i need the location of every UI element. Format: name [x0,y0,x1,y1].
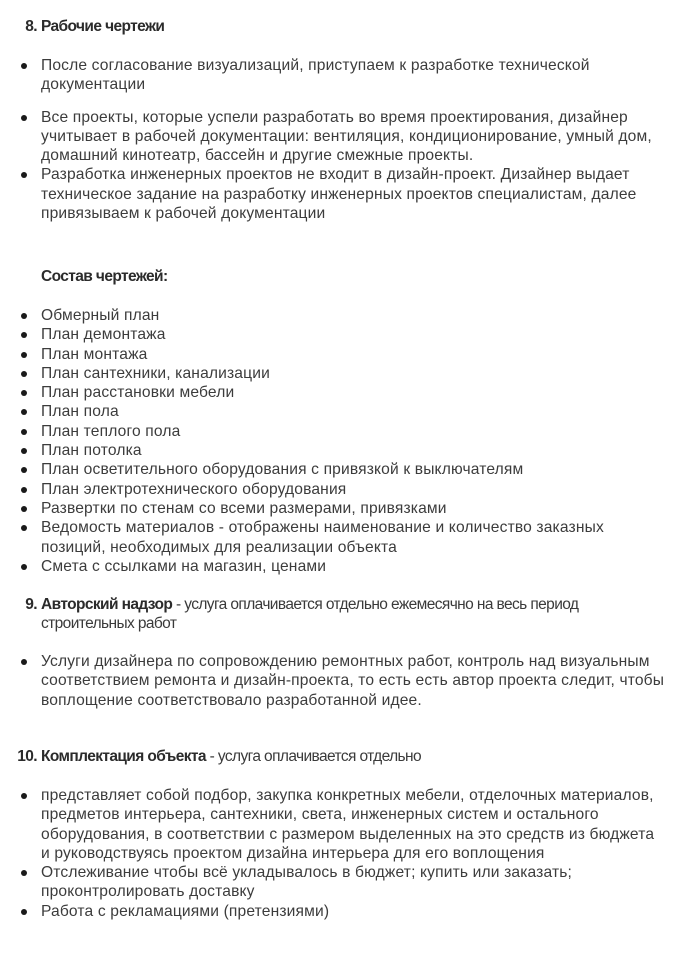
list-item: План потолка [0,441,680,460]
list-item: План сантехники, канализации [0,364,680,383]
section-10-list [0,786,680,921]
section-9-list [0,652,680,710]
list-item: План электротехнического оборудования [0,480,680,499]
section-10-number: 10. [17,748,37,765]
section-8-title: Рабочие чертежи [41,18,165,35]
list-item: Разработка инженерных проектов не входит в дизайн-проект. Дизайнер выдает техническое задание на разработку инженерных проектов специалистам, далее привязываем к рабочей документации [0,165,680,223]
section-9-title: Авторский надзор [41,596,173,613]
list-item: Отслеживание чтобы всё укладывалось в бюджет; купить или заказать; проконтролировать доставку [0,863,680,902]
list-item: План теплого пола [0,422,680,441]
section-9-number: 9. [25,596,37,613]
drawings-list [0,306,680,576]
list-item: План монтажа [0,345,680,364]
section-9-subtitle: - услуга оплачивается отдельно ежемесячно на весь период строительных работ [41,596,579,632]
list-item: Обмерный план [0,306,680,325]
drawings-subheading: Состав чертежей: [41,268,168,285]
list-item: План демонтажа [0,325,680,344]
list-item: После согласование визуализаций, приступаем к разработке технической документации [0,56,680,95]
section-10-title: Комплектация объекта [41,748,206,765]
list-item: План расстановки мебели [0,383,680,402]
section-8-number: 8. [25,18,37,35]
list-item: Смета с ссылками на магазин, ценами [0,557,680,576]
list-item: План пола [0,402,680,421]
section-8-intro-list [0,56,680,223]
list-item: Работа с рекламациями (претензиями) [0,902,680,921]
list-item: Услуги дизайнера по сопровождению ремонтных работ, контроль над визуальным соответствием ремонта и дизайн-проекта, то есть есть автор проекта следит, чтобы воплощение соответствовало разработанной идее. [0,652,680,710]
list-item: Ведомость материалов - отображены наименование и количество заказных позиций, необходимых для реализации объекта [0,518,680,557]
section-10-subtitle: - услуга оплачивается отдельно [205,748,422,765]
list-item: представляет собой подбор, закупка конкретных мебели, отделочных материалов, предметов интерьера, сантехники, света, инженерных систем и остального оборудования, в соответствии с размером выделенных на это средств из бюджета и руководствуясь проектом дизайна интерьера для его воплощения [0,786,680,863]
list-item: Все проекты, которые успели разработать во время проектирования, дизайнер учитывает в рабочей документации: вентиляция, кондиционирование, умный дом, домашний кинотеатр, бассейн и другие смежные проекты. [0,108,680,166]
list-item: Развертки по стенам со всеми размерами, привязками [0,499,680,518]
list-item: План осветительного оборудования с привязкой к выключателям [0,460,680,479]
